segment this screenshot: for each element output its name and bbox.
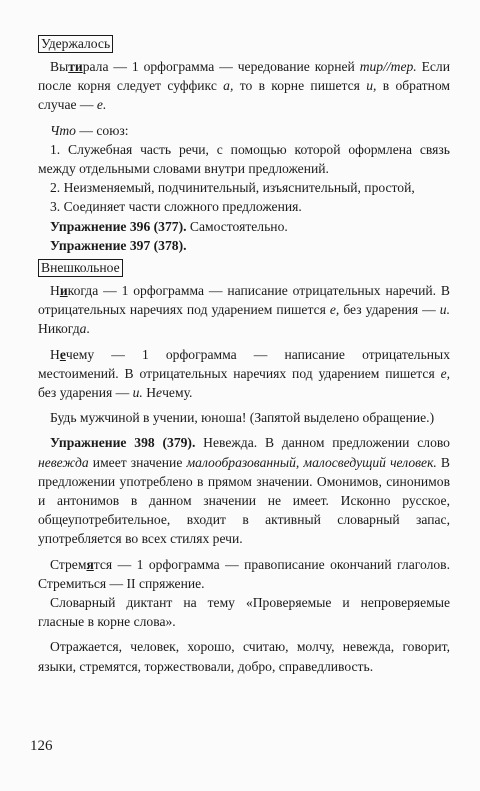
list-item-1: 1. Служебная часть речи, с помощью которой оформлена связь между отдельными словами внутри предложений. xyxy=(38,141,450,177)
exercise-397: Упражнение 397 (378). xyxy=(50,237,187,253)
paragraph-dictation-topic: Словарный диктант на тему «Проверяемые и непроверяемые гласные в корне слова». xyxy=(38,595,450,630)
paragraph-chto: Что — союз: xyxy=(50,122,129,138)
heading-word-vneshkolnoe: Внешкольное xyxy=(38,259,123,277)
list-item-2: 2. Неизменяемый, подчинительный, изъяснительный, простой, xyxy=(50,180,415,196)
paragraph-vytirala: Вытирала — 1 орфограмма — чередование корней тир//тер. Если после корня следует суффикс а, то в корне пишется и, в обратном случае — е. xyxy=(38,59,451,113)
list-item-3: 3. Соединяет части сложного предложения. xyxy=(50,199,302,215)
page-content xyxy=(38,34,450,676)
paragraph-dictation-words: Отражается, человек, хорошо, считаю, молчу, невежда, говорит, языки, стремятся, торжествовали, добро, справедливость. xyxy=(38,639,450,674)
heading-word-udergalos: Удержалось xyxy=(38,35,113,53)
paragraph-stremyatsya: Стремятся — 1 орфограмма — правописание окончаний глаголов. Стремиться — II спряжение. xyxy=(38,556,450,591)
exercise-398: Упражнение 398 (379). Невежда. В данном предложении слово невежда имеет значение малообразованный, малосведущий человек. В предложении употреблено в прямом значении. Омонимов, синонимов и антонимов в данном значении не имеет. Исконно русское, общеупотребительное, входит в активный словарный запас, употребляется во всех стилях речи. xyxy=(38,435,450,547)
paragraph-yunosha: Будь мужчиной в учении, юноша! (Запятой выделено обращение.) xyxy=(50,410,435,426)
exercise-396: Упражнение 396 (377). Самостоятельно. xyxy=(50,218,288,234)
paragraph-nechemu: Нечему — 1 орфограмма — написание отрицательных местоимений. В отрицательных наречиях под ударением пишется е, без ударения — и. Нечему. xyxy=(38,346,450,401)
page-number: 126 xyxy=(30,738,53,754)
paragraph-nikogda: Никогда — 1 орфограмма — написание отрицательных наречий. В отрицательных наречиях под ударением пишется е, без ударения — и. Никогда. xyxy=(38,283,450,337)
